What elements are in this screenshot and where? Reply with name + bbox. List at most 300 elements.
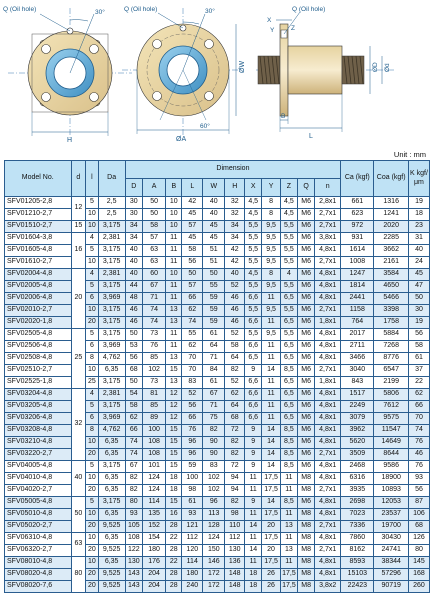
cell-da: 3,175 xyxy=(98,461,125,473)
cell-k: 66 xyxy=(408,401,429,413)
cell-coa: 10893 xyxy=(374,485,408,497)
cell-k: 19 xyxy=(408,317,429,329)
cell-k: 68 xyxy=(408,521,429,533)
cell-d: 34 xyxy=(125,233,142,245)
cell-l: 5 xyxy=(86,497,98,509)
cell-n: 2,7x1 xyxy=(315,545,341,557)
cell-l: 74 xyxy=(182,317,203,329)
cell-n: 4,8x1 xyxy=(315,245,341,257)
cell-model: SFV05010-4,8 xyxy=(5,509,72,521)
cell-y: 17,5 xyxy=(262,485,280,497)
cell-a: 124 xyxy=(142,473,165,485)
dim-d-big-label: ØD xyxy=(372,62,379,72)
cell-model: SFV04010-4,8 xyxy=(5,473,72,485)
cell-l: 62 xyxy=(182,341,203,353)
cell-coa: 24741 xyxy=(374,545,408,557)
cell-a: 73 xyxy=(142,377,165,389)
cell-w: 128 xyxy=(203,521,225,533)
cell-h: 52 xyxy=(225,281,245,293)
cell-z: 17,5 xyxy=(280,569,297,581)
oil-hole-label-side: Q (Oil hole) xyxy=(292,6,326,13)
cell-d: 56 xyxy=(125,353,142,365)
cell-l: 5 xyxy=(86,245,98,257)
cell-l: 121 xyxy=(182,521,203,533)
header-k: K kgf/ μm xyxy=(408,161,429,197)
cell-n: 4,8x1 xyxy=(315,413,341,425)
header-da: Da xyxy=(98,161,125,197)
cell-h: 52 xyxy=(225,329,245,341)
cell-l: 20 xyxy=(86,521,98,533)
cell-n: 4,8x1 xyxy=(315,533,341,545)
cell-b: 11 xyxy=(166,257,182,269)
cell-k: 61 xyxy=(408,353,429,365)
cell-ca: 1517 xyxy=(341,389,374,401)
cell-model: SFV03220-2,7 xyxy=(5,449,72,461)
cell-l: 4 xyxy=(86,233,98,245)
cell-h: 62 xyxy=(225,389,245,401)
cell-z: 13 xyxy=(280,545,297,557)
cell-h: 82 xyxy=(225,449,245,461)
cell-l: 114 xyxy=(182,557,203,569)
table-row xyxy=(5,389,430,401)
cell-b: 12 xyxy=(166,389,182,401)
cell-da: 3,175 xyxy=(98,497,125,509)
cell-da: 4,762 xyxy=(98,425,125,437)
cell-d: 54 xyxy=(125,389,142,401)
cell-a: 58 xyxy=(142,221,165,233)
cell-q: M6 xyxy=(298,461,315,473)
cell-a: 124 xyxy=(142,485,165,497)
cell-coa: 3398 xyxy=(374,305,408,317)
cell-coa: 3584 xyxy=(374,269,408,281)
cell-b: 10 xyxy=(166,209,182,221)
cell-b: 16 xyxy=(166,509,182,521)
cell-l: 70 xyxy=(182,353,203,365)
cell-k: 24 xyxy=(408,257,429,269)
cell-n: 4,8x1 xyxy=(315,341,341,353)
header-dimension: Dimension xyxy=(125,161,341,179)
cell-h: 52 xyxy=(225,377,245,389)
cell-d: 40 xyxy=(125,245,142,257)
cell-l: 20 xyxy=(86,581,98,593)
cell-da: 2,381 xyxy=(98,233,125,245)
cell-w: 55 xyxy=(203,281,225,293)
cell-q: M8 xyxy=(298,473,315,485)
cell-d: 82 xyxy=(125,473,142,485)
cell-l: 52 xyxy=(182,389,203,401)
cell-q: M6 xyxy=(298,341,315,353)
table-row xyxy=(5,521,430,533)
cell-d: 46 xyxy=(125,305,142,317)
cell-z: 8,5 xyxy=(280,425,297,437)
cell-l: 20 xyxy=(86,449,98,461)
cell-n: 2,7x1 xyxy=(315,257,341,269)
cell-h: 68 xyxy=(225,413,245,425)
cell-a: 100 xyxy=(142,425,165,437)
cell-y: 14 xyxy=(262,425,280,437)
group-cell-d: 50 xyxy=(71,497,86,533)
oil-hole-label-middle: Q (Oil hole) xyxy=(124,6,158,13)
cell-b: 28 xyxy=(166,569,182,581)
cell-coa: 2199 xyxy=(374,377,408,389)
cell-y: 14 xyxy=(262,497,280,509)
cell-ca: 15103 xyxy=(341,569,374,581)
cell-ca: 5620 xyxy=(341,437,374,449)
subheader-d: D xyxy=(125,179,142,197)
cell-x: 6,6 xyxy=(245,401,262,413)
cell-k: 45 xyxy=(408,269,429,281)
cell-coa: 5466 xyxy=(374,293,408,305)
cell-l: 20 xyxy=(86,545,98,557)
cell-w: 64 xyxy=(203,341,225,353)
cell-l: 20 xyxy=(86,317,98,329)
cell-x: 11 xyxy=(245,533,262,545)
cell-da: 3,175 xyxy=(98,377,125,389)
cell-x: 6,6 xyxy=(245,317,262,329)
cell-a: 114 xyxy=(142,497,165,509)
cell-d: 58 xyxy=(125,401,142,413)
cell-w: 84 xyxy=(203,365,225,377)
cell-h: 130 xyxy=(225,545,245,557)
cell-y: 8 xyxy=(262,209,280,221)
cell-y: 14 xyxy=(262,437,280,449)
cell-d: 48 xyxy=(125,293,142,305)
cell-coa: 12053 xyxy=(374,497,408,509)
cell-coa: 9586 xyxy=(374,461,408,473)
cell-x: 5,5 xyxy=(245,233,262,245)
cell-model: SFV03210-4,8 xyxy=(5,437,72,449)
cell-y: 14 xyxy=(262,449,280,461)
cell-coa: 8644 xyxy=(374,449,408,461)
cell-da: 9,525 xyxy=(98,581,125,593)
cell-y: 11 xyxy=(262,389,280,401)
dim-h-label: H xyxy=(67,137,73,144)
cell-l: 93 xyxy=(182,509,203,521)
cell-z: 5,5 xyxy=(280,245,297,257)
table-row xyxy=(5,449,430,461)
cell-b: 18 xyxy=(166,473,182,485)
cell-z: 4,5 xyxy=(280,197,297,209)
cell-h: 72 xyxy=(225,425,245,437)
cell-l: 96 xyxy=(182,449,203,461)
cell-model: SFV02508-4,8 xyxy=(5,353,72,365)
cell-b: 15 xyxy=(166,497,182,509)
cell-q: M6 xyxy=(298,401,315,413)
cell-b: 11 xyxy=(166,293,182,305)
cell-l: 61 xyxy=(182,497,203,509)
cell-model: SFV02004-4,8 xyxy=(5,269,72,281)
cell-k: 260 xyxy=(408,581,429,593)
cell-z: 6,5 xyxy=(280,317,297,329)
table-row xyxy=(5,353,430,365)
cell-h: 82 xyxy=(225,437,245,449)
cell-l: 10 xyxy=(86,557,98,569)
cell-x: 14 xyxy=(245,521,262,533)
cell-b: 10 xyxy=(166,221,182,233)
cell-x: 11 xyxy=(245,485,262,497)
cell-z: 5,5 xyxy=(280,281,297,293)
header-ca: Ca (kgf) xyxy=(341,161,374,197)
cell-n: 4,8x1 xyxy=(315,473,341,485)
cell-l: 56 xyxy=(182,401,203,413)
cell-a: 73 xyxy=(142,329,165,341)
cell-da: 6,35 xyxy=(98,557,125,569)
cell-h: 94 xyxy=(225,485,245,497)
cell-x: 5,5 xyxy=(245,257,262,269)
cell-l: 112 xyxy=(182,533,203,545)
cell-da: 9,525 xyxy=(98,545,125,557)
cell-ca: 764 xyxy=(341,317,374,329)
cell-model: SFV08020-7,6 xyxy=(5,581,72,593)
cell-y: 11 xyxy=(262,341,280,353)
cell-w: 71 xyxy=(203,401,225,413)
cell-d: 62 xyxy=(125,413,142,425)
cell-ca: 3962 xyxy=(341,425,374,437)
cell-h: 82 xyxy=(225,497,245,509)
cell-b: 15 xyxy=(166,449,182,461)
cell-k: 168 xyxy=(408,569,429,581)
table-row xyxy=(5,317,430,329)
cell-x: 5,5 xyxy=(245,305,262,317)
cell-w: 90 xyxy=(203,437,225,449)
cell-ca: 931 xyxy=(341,233,374,245)
cell-da: 3,175 xyxy=(98,281,125,293)
cell-d: 34 xyxy=(125,221,142,233)
cell-q: M8 xyxy=(298,557,315,569)
subheader-h: H xyxy=(225,179,245,197)
cell-l: 83 xyxy=(182,377,203,389)
group-cell-d: 80 xyxy=(71,557,86,593)
cell-b: 11 xyxy=(166,245,182,257)
cell-coa: 1241 xyxy=(374,209,408,221)
cell-model: SFV03205-4,8 xyxy=(5,401,72,413)
cell-da: 3,175 xyxy=(98,317,125,329)
cell-l: 5 xyxy=(86,401,98,413)
cell-model: SFV08020-4,8 xyxy=(5,569,72,581)
cell-da: 2,5 xyxy=(98,209,125,221)
cell-x: 5,5 xyxy=(245,221,262,233)
cell-q: M8 xyxy=(298,521,315,533)
cell-w: 50 xyxy=(203,269,225,281)
cell-k: 19 xyxy=(408,197,429,209)
cell-x: 4,5 xyxy=(245,197,262,209)
cell-b: 11 xyxy=(166,281,182,293)
cell-ca: 3935 xyxy=(341,485,374,497)
cell-w: 59 xyxy=(203,317,225,329)
cell-x: 11 xyxy=(245,557,262,569)
cell-a: 89 xyxy=(142,413,165,425)
group-cell-d: 12 xyxy=(71,197,86,221)
cell-y: 8 xyxy=(262,269,280,281)
cell-x: 6,6 xyxy=(245,377,262,389)
cell-k: 31 xyxy=(408,233,429,245)
table-row xyxy=(5,473,430,485)
cell-x: 9 xyxy=(245,497,262,509)
cell-h: 148 xyxy=(225,569,245,581)
cell-ca: 3079 xyxy=(341,413,374,425)
cell-da: 3,969 xyxy=(98,413,125,425)
cell-da: 2,5 xyxy=(98,197,125,209)
cell-a: 57 xyxy=(142,233,165,245)
cell-d: 80 xyxy=(125,497,142,509)
cell-y: 11 xyxy=(262,401,280,413)
cell-b: 13 xyxy=(166,353,182,365)
cell-l: 10 xyxy=(86,473,98,485)
cell-w: 51 xyxy=(203,257,225,269)
cell-da: 2,381 xyxy=(98,269,125,281)
cell-q: M8 xyxy=(298,581,315,593)
group-cell-d: 25 xyxy=(71,329,86,389)
cell-l: 10 xyxy=(86,509,98,521)
subheader-w: W xyxy=(203,179,225,197)
cell-k: 106 xyxy=(408,509,429,521)
cell-b: 13 xyxy=(166,317,182,329)
cell-l: 10 xyxy=(86,437,98,449)
cell-model: SFV02505-4,8 xyxy=(5,329,72,341)
cell-model: SFV01605-4,8 xyxy=(5,245,72,257)
cell-l: 45 xyxy=(182,233,203,245)
cell-d: 122 xyxy=(125,545,142,557)
cell-l: 62 xyxy=(182,305,203,317)
cell-da: 3,175 xyxy=(98,221,125,233)
dim-y-label: Y xyxy=(270,27,275,34)
cell-ca: 22423 xyxy=(341,581,374,593)
cell-da: 3,969 xyxy=(98,341,125,353)
cell-n: 4,8x1 xyxy=(315,269,341,281)
cell-w: 82 xyxy=(203,425,225,437)
cell-da: 2,381 xyxy=(98,389,125,401)
cell-y: 11 xyxy=(262,413,280,425)
flange-view-middle xyxy=(122,6,246,143)
cell-model: SFV05005-4,8 xyxy=(5,497,72,509)
cell-b: 22 xyxy=(166,557,182,569)
cell-x: 5,5 xyxy=(245,329,262,341)
cell-da: 6,35 xyxy=(98,509,125,521)
cell-a: 50 xyxy=(142,209,165,221)
cell-q: M6 xyxy=(298,353,315,365)
dim-l-label: L xyxy=(309,133,313,140)
table-row xyxy=(5,233,430,245)
table-row xyxy=(5,221,430,233)
cell-h: 34 xyxy=(225,233,245,245)
cell-l: 20 xyxy=(86,569,98,581)
cell-y: 14 xyxy=(262,365,280,377)
cell-l: 20 xyxy=(86,485,98,497)
header-coa: Coa (kgf) xyxy=(374,161,408,197)
cell-k: 145 xyxy=(408,557,429,569)
table-row xyxy=(5,461,430,473)
cell-b: 11 xyxy=(166,233,182,245)
cell-coa: 11547 xyxy=(374,425,408,437)
cell-n: 2,7x1 xyxy=(315,449,341,461)
cell-a: 135 xyxy=(142,509,165,521)
cell-b: 12 xyxy=(166,401,182,413)
cell-w: 59 xyxy=(203,305,225,317)
cell-x: 18 xyxy=(245,569,262,581)
cell-h: 82 xyxy=(225,365,245,377)
group-cell-d: 20 xyxy=(71,269,86,329)
table-row xyxy=(5,365,430,377)
cell-da: 6,35 xyxy=(98,533,125,545)
cell-l: 5 xyxy=(86,329,98,341)
cell-x: 6,5 xyxy=(245,353,262,365)
cell-z: 4,5 xyxy=(280,209,297,221)
cell-l: 10 xyxy=(86,221,98,233)
cell-a: 81 xyxy=(142,389,165,401)
cell-coa: 19700 xyxy=(374,521,408,533)
unit-label: Unit : mm xyxy=(393,150,426,159)
cell-model: SFV02020-1,8 xyxy=(5,317,72,329)
cell-y: 17,5 xyxy=(262,533,280,545)
cell-h: 64 xyxy=(225,401,245,413)
cell-q: M8 xyxy=(298,569,315,581)
cell-q: M8 xyxy=(298,533,315,545)
cell-w: 146 xyxy=(203,557,225,569)
cell-model: SFV02506-4,8 xyxy=(5,341,72,353)
angle-label-left: 30° xyxy=(95,9,105,16)
cell-h: 58 xyxy=(225,341,245,353)
cell-model: SFV06310-4,8 xyxy=(5,533,72,545)
cell-l: 6 xyxy=(86,413,98,425)
cell-x: 9 xyxy=(245,449,262,461)
cell-ca: 661 xyxy=(341,197,374,209)
cell-w: 124 xyxy=(203,533,225,545)
cell-w: 45 xyxy=(203,221,225,233)
cell-ca: 1158 xyxy=(341,305,374,317)
cell-n: 4,8x1 xyxy=(315,401,341,413)
cell-model: SFV05020-2,7 xyxy=(5,521,72,533)
cell-model: SFV01604-3,8 xyxy=(5,233,72,245)
cell-y: 11 xyxy=(262,353,280,365)
cell-a: 74 xyxy=(142,317,165,329)
cell-coa: 2161 xyxy=(374,257,408,269)
cell-ca: 2017 xyxy=(341,329,374,341)
cell-n: 2,7x1 xyxy=(315,305,341,317)
cell-y: 11 xyxy=(262,317,280,329)
cell-y: 11 xyxy=(262,377,280,389)
technical-drawings xyxy=(0,0,432,150)
cell-ca: 2468 xyxy=(341,461,374,473)
cell-w: 61 xyxy=(203,329,225,341)
cell-ca: 1814 xyxy=(341,281,374,293)
cell-q: M8 xyxy=(298,545,315,557)
cell-h: 64 xyxy=(225,353,245,365)
cell-coa: 1758 xyxy=(374,317,408,329)
dim-a-label: ØA xyxy=(176,136,187,143)
cell-w: 172 xyxy=(203,569,225,581)
cell-b: 11 xyxy=(166,341,182,353)
cell-b: 11 xyxy=(166,329,182,341)
cell-l: 10 xyxy=(86,209,98,221)
cell-w: 40 xyxy=(203,209,225,221)
table-row xyxy=(5,377,430,389)
cell-w: 71 xyxy=(203,353,225,365)
cell-z: 6,5 xyxy=(280,341,297,353)
cell-n: 2,7x1 xyxy=(315,221,341,233)
cell-d: 67 xyxy=(125,461,142,473)
cell-a: 180 xyxy=(142,545,165,557)
cell-d: 50 xyxy=(125,377,142,389)
cell-h: 112 xyxy=(225,533,245,545)
header-d: d xyxy=(71,161,86,197)
cell-n: 4,8x1 xyxy=(315,425,341,437)
cell-l: 8 xyxy=(86,425,98,437)
cell-w: 113 xyxy=(203,509,225,521)
cell-l: 76 xyxy=(182,425,203,437)
dim-x-label: X xyxy=(267,17,272,24)
cell-b: 15 xyxy=(166,365,182,377)
cell-h: 32 xyxy=(225,197,245,209)
